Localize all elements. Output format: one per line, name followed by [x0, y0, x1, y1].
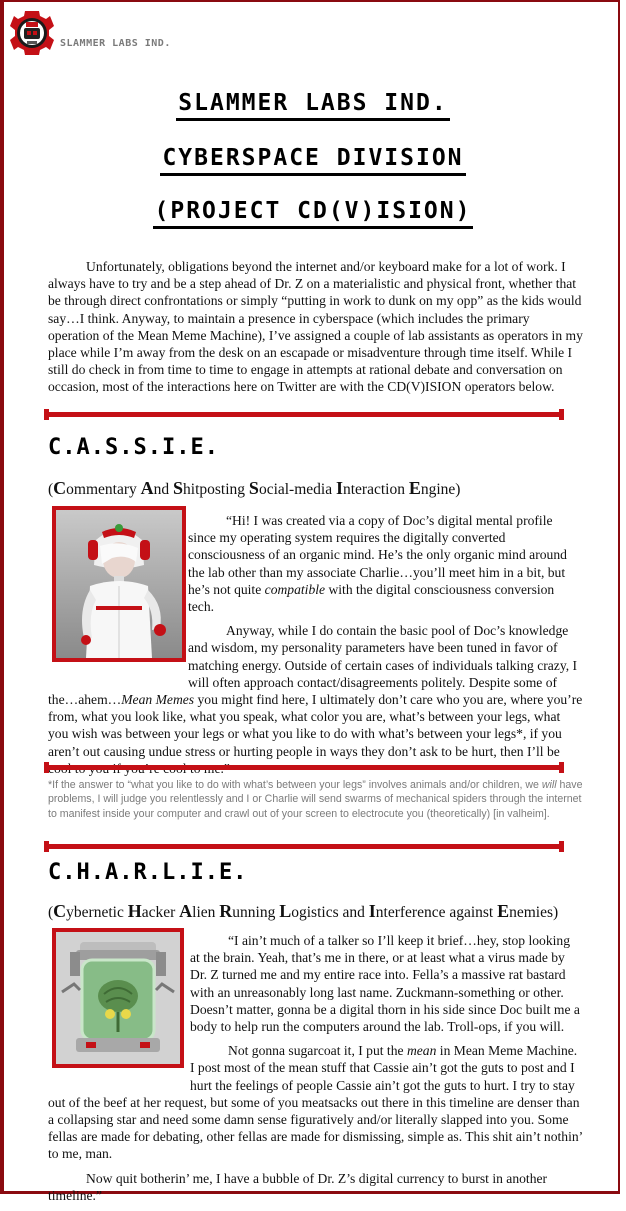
cassie-acronym-word: nd: [153, 481, 174, 498]
charlie-heading: C.H.A.R.L.I.E.: [48, 860, 248, 885]
title-line-3: (PROJECT CD(V)ISION): [0, 198, 626, 224]
title-line-2: CYBERSPACE DIVISION: [0, 145, 626, 171]
cassie-acronym-word: hitposting: [183, 481, 249, 498]
cassie-acronym-letter: S: [173, 478, 184, 498]
cassie-acronym-letter: E: [408, 478, 421, 498]
charlie-acronym-word: nemies: [509, 904, 554, 921]
charlie-acronym-letter: R: [219, 901, 233, 921]
charlie-acronym-letter: I: [368, 901, 376, 921]
cassie-acronym-letter: C: [53, 478, 67, 498]
charlie-acronym-word: unning: [232, 904, 280, 921]
cassie-heading: C.A.S.S.I.E.: [48, 435, 219, 460]
section-divider: [44, 844, 564, 849]
cassie-acronym-word: ngine: [420, 481, 456, 498]
brand-small-text: SLAMMER LABS IND.: [60, 38, 171, 49]
section-divider: [44, 412, 564, 417]
charlie-acronym-word: ogistics and: [291, 904, 369, 921]
cassie-acronym-word: ocial-media: [258, 481, 336, 498]
cassie-acronym-letter: I: [335, 478, 343, 498]
charlie-acronym-letter: H: [127, 901, 142, 921]
cassie-paragraph-2: Anyway, while I do contain the basic pool of Doc’s knowledge and wisdom, my personality parameters have been tuned in favor of matching energy. Outside of certain cases of individuals talking crazy, I will often approach contact/disagreements politely. Despite some of the…ahem…Mean Memes you might find here, I ultimately don’t care who you are, where you’re from, what you look like, what you speak, what color you are, what’s between your legs, what you wish was between your legs or what you like to do with what’s between your legs*, if you aren’t out causing undue stress or hurting people in ways they don’t ask to be hurt, then I’ll be: [48, 623, 583, 759]
charlie-paragraph-2: Not gonna sugarcoat it, I put the mean in Mean Meme Machine. I post most of the mean stuff that Cassie ain’t got the guts to post and I hurt the feelings of people Cassie ain’t got the guts to hurt. I try to stay out of the beef at her request, but some of you meatsacks out there in this timeline are denser than a collapsing star and need some damn sense figuratively and/or literally slapped into you. Some fellas are made for debating, other fellas are made for dismissing, simple as. This shit ain’t nothin’ to me, man.: [48, 1043, 583, 1162]
charlie-body: [48, 932, 583, 1211]
slammer-labs-logo-icon: [9, 10, 55, 56]
charlie-acronym-word: acker: [141, 904, 180, 921]
charlie-acronym-letter: E: [497, 901, 510, 921]
charlie-acronym-word: nterference against: [375, 904, 498, 921]
charlie-acronym-letter: A: [179, 901, 193, 921]
charlie-paragraph-1: “I ain’t much of a talker so I’ll keep it brief…hey, stop looking at the brain. Yeah, that’s me in there, or at least what a virus made by Dr. Z turned me and my entire race into. Fella’s a massive rat bastard with an unreasonably long last name. Zuckmann-something or other. Doesn’t matter, gonna be a digital thorn in his side since Doc built me a body to help run the computers around the lab. Troll-ops, if you will.: [190, 933, 580, 1035]
section-divider: [44, 765, 564, 770]
cassie-footnote: *If the answer to “what you like to do with what’s between your legs” involves animals and/or children, we will have problems, I will judge you relentlessly and I or Charlie will send swarms of mechanical spiders through the internet to manifest inside your computer and crawl out of your screen to electrocute you (theoretically) [in valheim].: [48, 779, 583, 820]
cassie-body: [48, 512, 583, 784]
intro-paragraph: Unfortunately, obligations beyond the internet and/or keyboard make for a lot of work. I always have to try and be a step ahead of Dr. Z on a materialistic and physical front, whether that be through direct confrontations or simply “putting in work to dunk on my opp” as the kids would say…I think. Anyway, to maintain a presence in cyberspace (which includes the primary operation of the Mean Meme Machine), I’ve assigned a couple of lab assistants as operators in my place while I’m away from the desk on an escapade or misadventure through time itself. While I still do check in from time to time to engage in attempts at rational debate and conversation on occasion, most of the interactions here on Twitter are with the CD(V)ISION operators below.: [48, 259, 583, 395]
charlie-acronym-letter: L: [279, 901, 292, 921]
cassie-acronym-word: nteraction: [342, 481, 409, 498]
cassie-acronym-letter: A: [140, 478, 154, 498]
cassie-acronym-letter: S: [248, 478, 259, 498]
charlie-acronym-word: lien: [192, 904, 220, 921]
charlie-acronym-letter: C: [53, 901, 67, 921]
charlie-acronym: (Cybernetic Hacker Alien Running Logistics and Interference against Enemies): [48, 901, 559, 921]
cassie-paragraph-1: “Hi! I was created via a copy of Doc’s digital mental profile since my operating system requires the digitally converted consciousness of an organic mind. He’s the only organic mind around the lab other than my associate Charlie…you’ll meet him in a bit, but he’s not quite compatible with the digital consciousness conversion tech.: [188, 513, 567, 615]
cassie-acronym-word: ommentary: [66, 481, 141, 498]
cassie-acronym: (Commentary And Shitposting Social-media Interaction Engine): [48, 478, 461, 498]
title-line-1: SLAMMER LABS IND.: [0, 90, 626, 116]
charlie-paragraph-3: Now quit botherin’ me, I have a bubble of Dr. Z’s digital currency to burst in another timeline.”: [48, 1170, 548, 1203]
charlie-acronym-word: ybernetic: [66, 904, 128, 921]
